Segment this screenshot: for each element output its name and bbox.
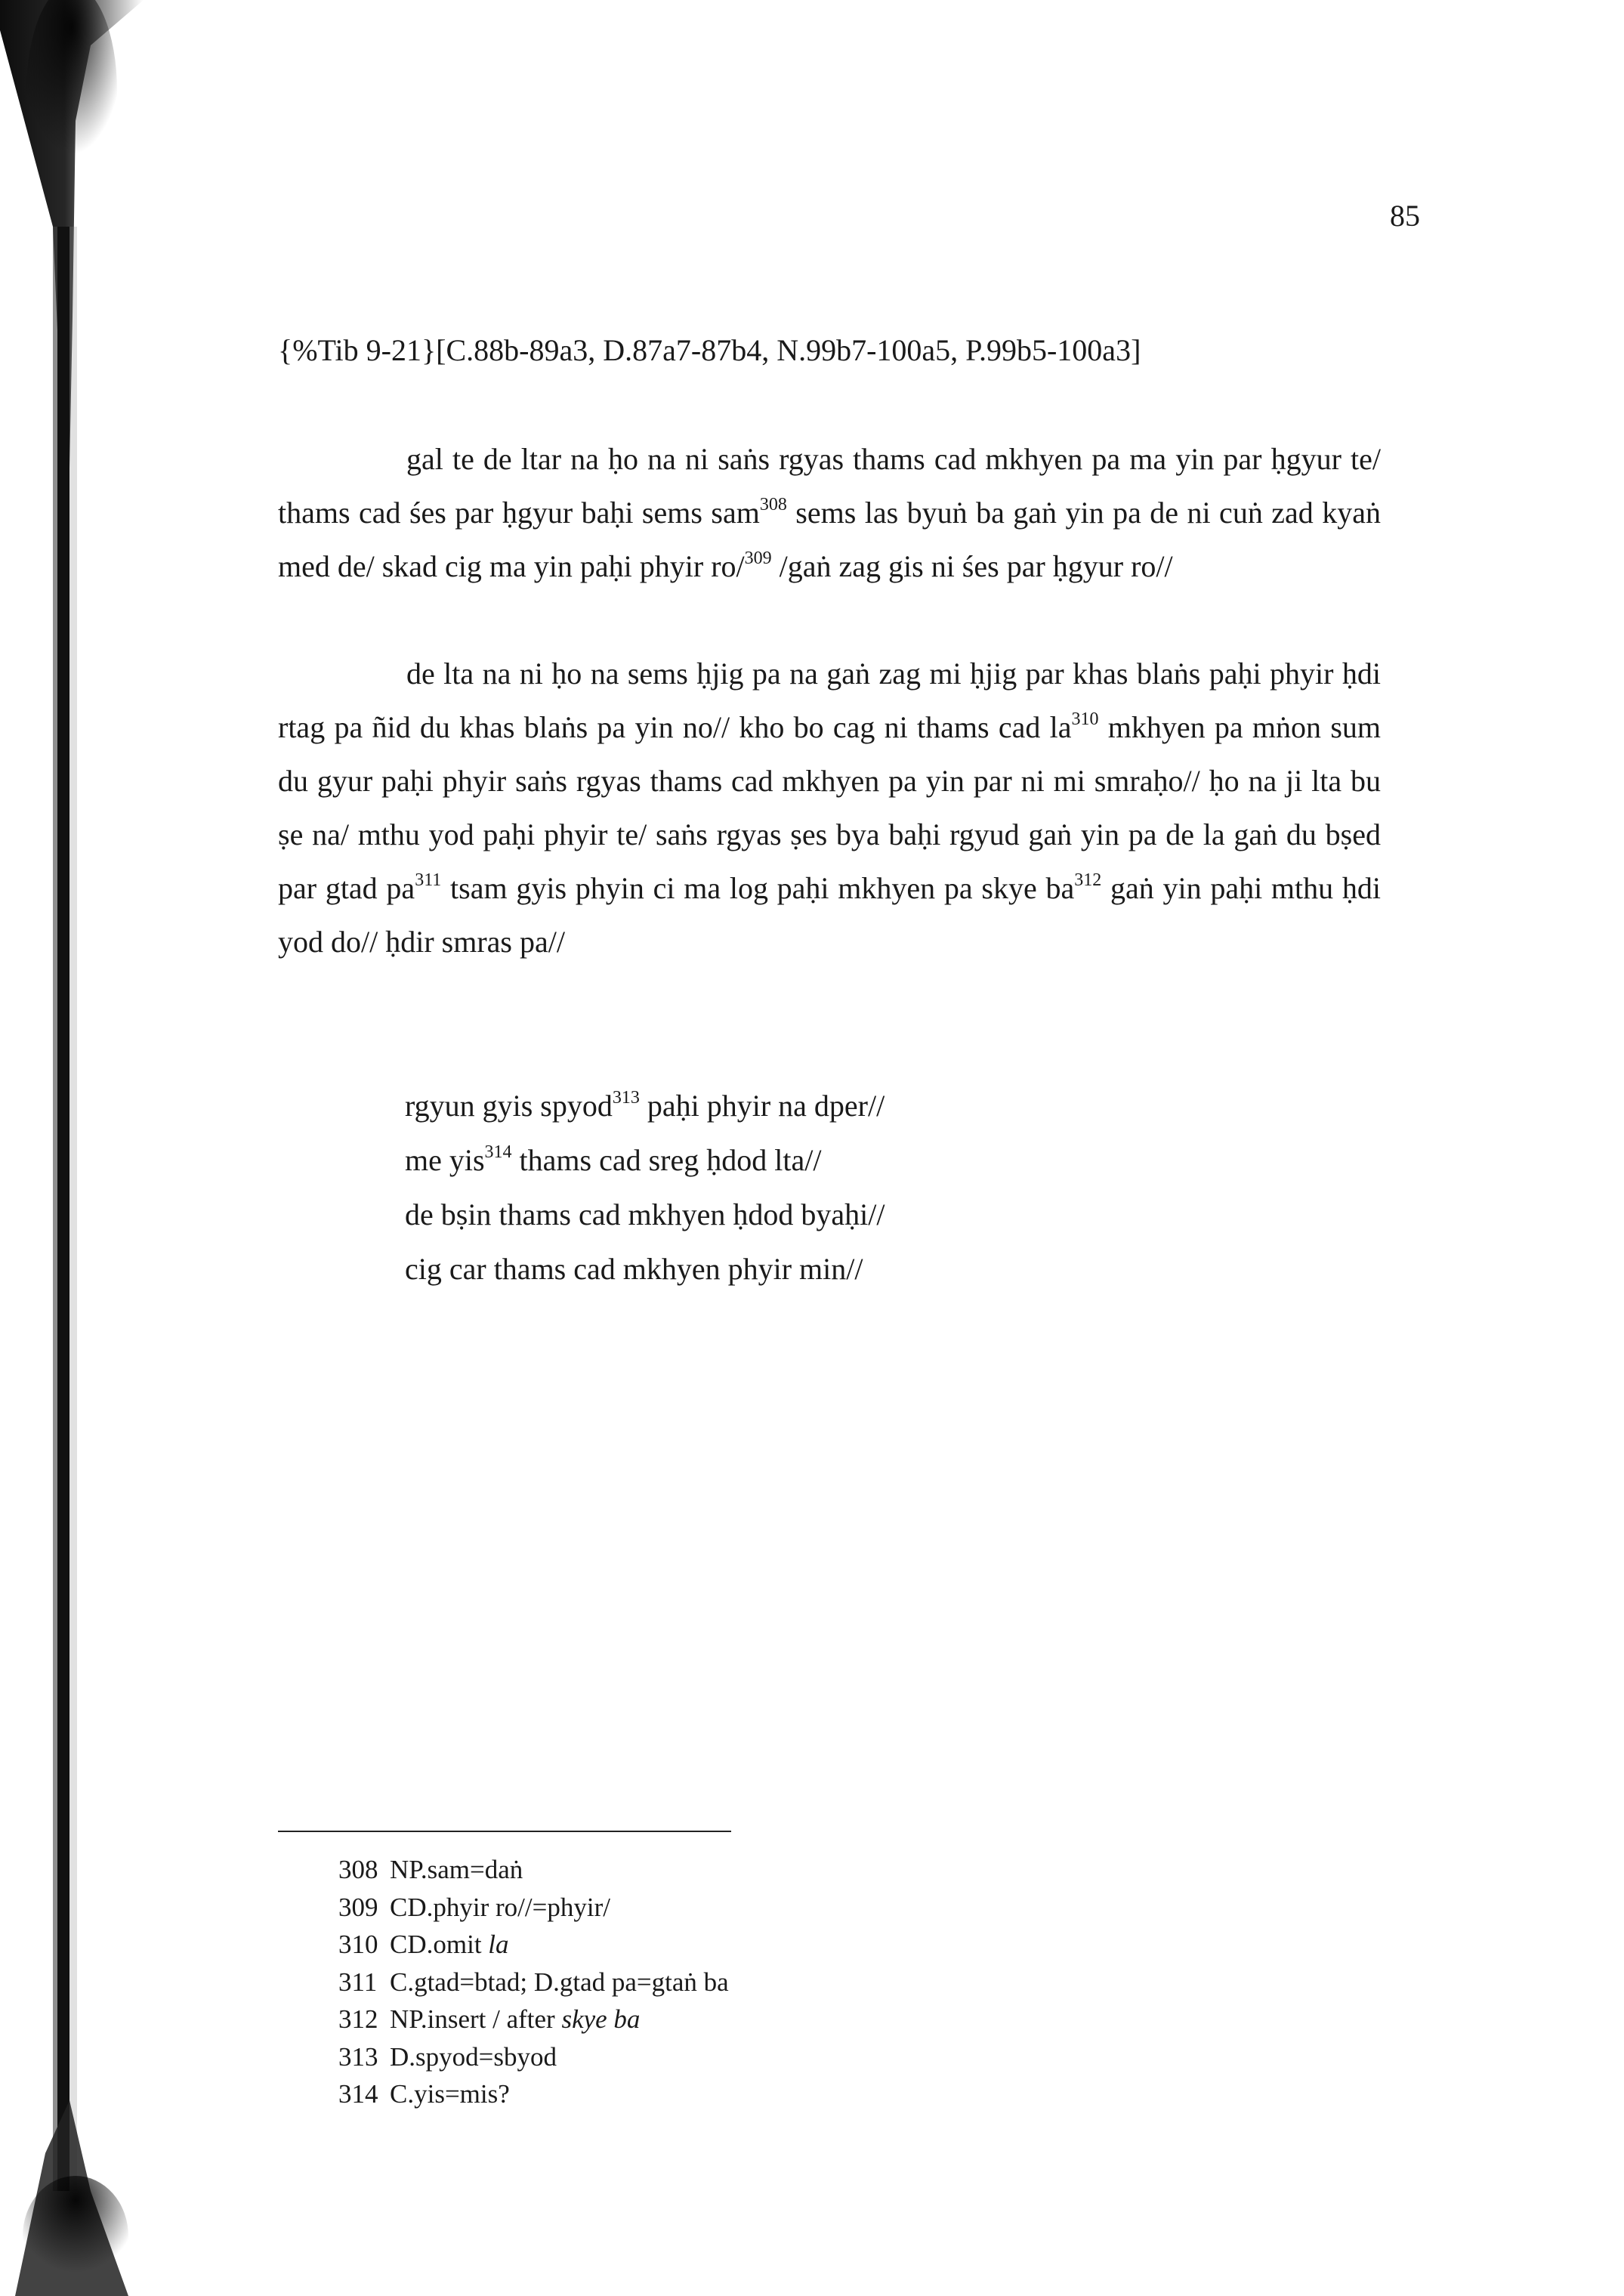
- footnote: [338, 2038, 729, 2076]
- verse-text: me yis: [405, 1143, 485, 1177]
- paragraph-1: [278, 432, 1381, 593]
- footnote-marker: 313: [612, 1088, 640, 1108]
- paragraph-text: mkhyen pa mṅon sum du gyur paḥi phyir saṅs rgyas thams cad mkhyen pa yin par ni mi smraḥo// ḥo na ji lta bu ṣe na/ mthu yod paḥi phyir te/ saṅs rgyas ṣes bya baḥi rgyud gaṅ yin pa de la gaṅ du bṣed par gtad pa: [278, 710, 1381, 905]
- verse-text: de bṣin thams cad mkhyen ḥdod byaḥi//: [405, 1197, 885, 1231]
- verse-line: [405, 1242, 885, 1296]
- footnote-number: 312: [338, 2004, 378, 2034]
- footnote-marker: 310: [1071, 709, 1099, 729]
- paragraph-text: gaṅ yin paḥi mthu ḥdi yod do// ḥdir smras pa//: [278, 871, 1382, 959]
- paragraph-text: tsam gyis phyin ci ma log paḥi mkhyen pa skye ba: [441, 871, 1075, 905]
- footnote-text: CD.phyir ro//=phyir/: [390, 1892, 610, 1922]
- footnote-number: 310: [338, 1930, 378, 1959]
- footnote-marker: 314: [484, 1142, 512, 1162]
- footnote-emphasis: skye ba: [561, 2004, 641, 2034]
- paragraph-text: /gaṅ zag gis ni śes par ḥgyur ro//: [771, 549, 1173, 583]
- footnote: [338, 1851, 729, 1889]
- scan-binding-edge: [0, 0, 144, 2296]
- verse-line: [405, 1079, 885, 1133]
- footnote-text: NP.sam=daṅ: [390, 1855, 523, 1884]
- footnote-text: NP.insert / after skye ba: [390, 2004, 641, 2034]
- verse-line: [405, 1133, 885, 1188]
- source-reference: {%Tib 9-21}[C.88b-89a3, D.87a7-87b4, N.99b7-100a5, P.99b5-100a3]: [278, 333, 1141, 367]
- footnote: [338, 2001, 729, 2038]
- footnote-marker: 309: [744, 549, 772, 568]
- footnote-marker: 312: [1074, 870, 1102, 890]
- verse-text: rgyun gyis spyod: [405, 1089, 613, 1123]
- footnotes: [338, 1851, 729, 2113]
- footnote-text: CD.omit la: [390, 1930, 509, 1959]
- footnote-marker: 311: [415, 870, 442, 890]
- paragraph-text: gal te de ltar na ḥo na ni saṅs rgyas thams cad mkhyen pa ma yin par ḥgyur te/ thams cad śes par ḥgyur baḥi sems sam: [278, 442, 1381, 530]
- verse-block: [405, 1079, 885, 1296]
- footnote-number: 308: [338, 1855, 378, 1884]
- page-number: 85: [1390, 199, 1420, 233]
- footnote: [338, 2075, 729, 2113]
- footnote-marker: 308: [759, 495, 787, 515]
- footnote-number: 309: [338, 1892, 378, 1922]
- verse-text: cig car thams cad mkhyen phyir min//: [405, 1252, 863, 1286]
- footnote: [338, 1926, 729, 1964]
- footnote: [338, 1964, 729, 2001]
- footnote-number: 313: [338, 2041, 378, 2072]
- footnote-number: 311: [338, 1967, 378, 1997]
- verse-line: [405, 1188, 885, 1242]
- footnote-emphasis: la: [488, 1930, 509, 1959]
- footnote-text: C.yis=mis?: [390, 2079, 510, 2109]
- verse-text: paḥi phyir na dper//: [639, 1089, 885, 1123]
- paragraph-text: sems las byuṅ ba gaṅ yin pa de ni cuṅ zad kyaṅ med de/ skad cig ma yin paḥi phyir ro/: [278, 496, 1381, 583]
- footnote-text: C.gtad=btad; D.gtad pa=gtaṅ ba: [390, 1967, 729, 1997]
- verse-text: thams cad sreg ḥdod lta//: [511, 1143, 822, 1177]
- footnote: [338, 1889, 729, 1927]
- paragraph-2: [278, 647, 1381, 969]
- footnote-text: D.spyod=sbyod: [390, 2041, 557, 2072]
- paragraph-text: de lta na ni ḥo na sems ḥjig pa na gaṅ zag mi ḥjig par khas blaṅs paḥi phyir ḥdi rtag pa ñid du khas blaṅs pa yin no// kho bo cag ni thams cad la: [278, 657, 1381, 744]
- footnote-number: 314: [338, 2079, 378, 2109]
- footnote-separator: [278, 1831, 731, 1832]
